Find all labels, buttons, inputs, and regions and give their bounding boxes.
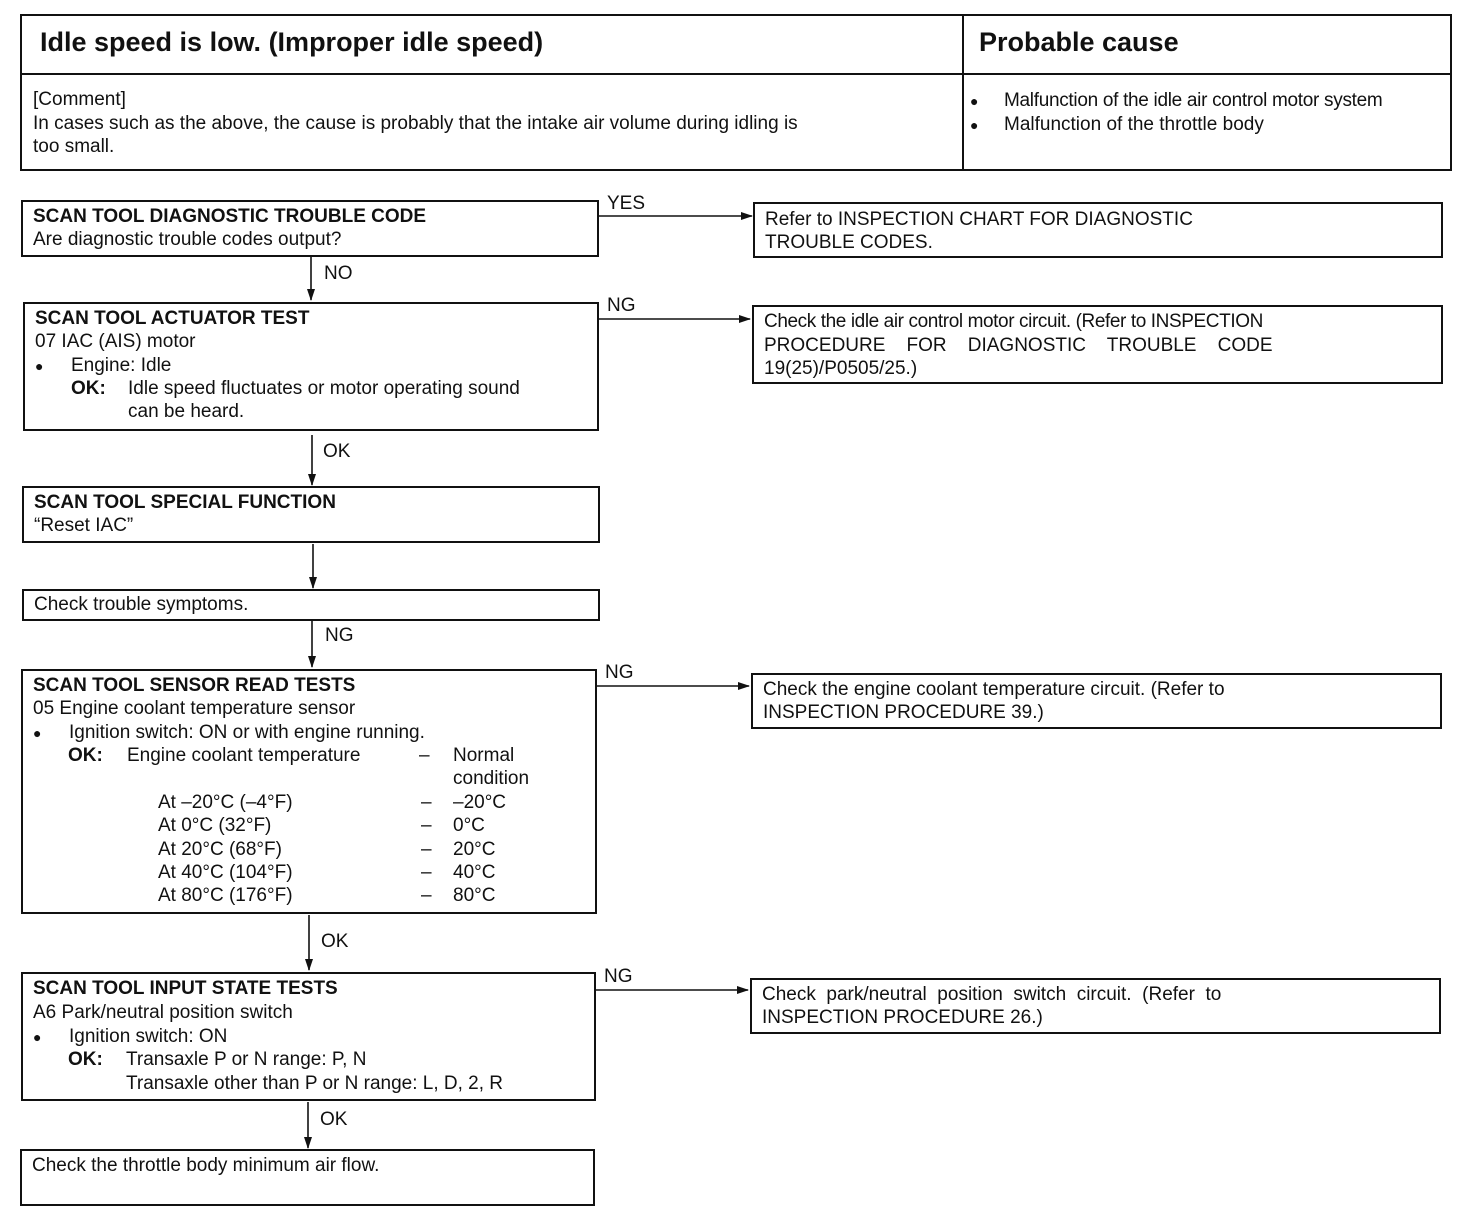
step-actuator-ok-line2: can be heard. bbox=[128, 401, 245, 422]
temp-row-3-val: 20°C bbox=[453, 839, 496, 860]
result-pn-circuit-line1: Check park/neutral position switch circuit. (Refer to bbox=[762, 984, 1222, 1005]
result-dtc-chart-box bbox=[753, 202, 1443, 258]
temp-row-5-at: At 80°C (176°F) bbox=[158, 885, 293, 906]
temp-row-2-dash: – bbox=[421, 815, 432, 836]
temp-row-5-dash: – bbox=[421, 885, 432, 906]
step-sensor-ok-dash: – bbox=[419, 745, 430, 766]
label-ng-symptoms: NG bbox=[325, 625, 354, 646]
comment-line-2: too small. bbox=[33, 136, 115, 157]
cause-item-1-text: Malfunction of the idle air control motor system bbox=[1004, 90, 1383, 111]
step-special-box bbox=[22, 486, 600, 543]
cause-item-2-text: Malfunction of the throttle body bbox=[1004, 114, 1264, 135]
step-actuator-ok-line1: Idle speed fluctuates or motor operating sound bbox=[128, 378, 520, 399]
temp-row-3-dash: – bbox=[421, 839, 432, 860]
step-input-bullet-text: Ignition switch: ON bbox=[69, 1026, 228, 1047]
step-special-title: SCAN TOOL SPECIAL FUNCTION bbox=[34, 492, 336, 513]
step-sensor-ok-label: OK: bbox=[68, 745, 103, 766]
step-input-box bbox=[21, 972, 596, 1101]
step-input-bullet bbox=[33, 1025, 227, 1049]
result-coolant-circuit-line1: Check the engine coolant temperature circuit. (Refer to bbox=[763, 679, 1225, 700]
step-special-line1: “Reset IAC” bbox=[34, 515, 134, 536]
result-iac-circuit-line2: PROCEDURE FOR DIAGNOSTIC TROUBLE CODE bbox=[764, 335, 1273, 356]
label-ng-input: NG bbox=[604, 966, 633, 987]
step-input-title: SCAN TOOL INPUT STATE TESTS bbox=[33, 978, 338, 999]
temp-row-1-dash: – bbox=[421, 792, 432, 813]
result-iac-circuit-line3: 19(25)/P0505/25.) bbox=[764, 358, 918, 379]
label-yes-dtc: YES bbox=[607, 193, 646, 214]
step-sensor-title: SCAN TOOL SENSOR READ TESTS bbox=[33, 675, 356, 696]
step-actuator-ok-label: OK: bbox=[71, 378, 106, 399]
step-sensor-bullet-text: Ignition switch: ON or with engine running. bbox=[69, 722, 425, 743]
step-actuator-title: SCAN TOOL ACTUATOR TEST bbox=[35, 308, 310, 329]
temp-row-1-at: At –20°C (–4°F) bbox=[158, 792, 293, 813]
step-sensor-ok-item: Engine coolant temperature bbox=[127, 745, 361, 766]
probable-cause-heading: Probable cause bbox=[979, 27, 1179, 57]
result-dtc-chart-line1: Refer to INSPECTION CHART FOR DIAGNOSTIC bbox=[765, 209, 1193, 230]
step-sensor-ok-value-line2: condition bbox=[453, 768, 530, 789]
label-ok-sensor: OK bbox=[321, 931, 349, 952]
step-actuator-box bbox=[23, 302, 599, 431]
step-input-ok-line1: Transaxle P or N range: P, N bbox=[126, 1049, 367, 1070]
step-symptoms-box bbox=[22, 589, 600, 621]
label-no-dtc: NO bbox=[324, 263, 353, 284]
temp-row-2-val: 0°C bbox=[453, 815, 485, 836]
label-ok-actuator: OK bbox=[323, 441, 351, 462]
result-iac-circuit-line1: Check the idle air control motor circuit. (Refer to INSPECTION bbox=[764, 311, 1263, 332]
step-dtc-question: Are diagnostic trouble codes output? bbox=[33, 229, 342, 250]
temp-row-2-at: At 0°C (32°F) bbox=[158, 815, 272, 836]
temp-row-5-val: 80°C bbox=[453, 885, 496, 906]
label-ok-input: OK bbox=[320, 1109, 348, 1130]
step-dtc-box bbox=[21, 200, 599, 257]
comment-line-1: In cases such as the above, the cause is probably that the intake air volume during idling is bbox=[33, 113, 798, 134]
comment-label: [Comment] bbox=[33, 89, 126, 110]
temp-row-4-dash: – bbox=[421, 862, 432, 883]
step-dtc-title: SCAN TOOL DIAGNOSTIC TROUBLE CODE bbox=[33, 206, 427, 227]
step-actuator-line1: 07 IAC (AIS) motor bbox=[35, 331, 196, 352]
step-input-ok-label: OK: bbox=[68, 1049, 103, 1070]
step-input-ok-line2: Transaxle other than P or N range: L, D, 2, R bbox=[126, 1073, 504, 1094]
result-coolant-circuit-line2: INSPECTION PROCEDURE 39.) bbox=[763, 702, 1044, 723]
step-sensor-ok-value-line1: Normal bbox=[453, 745, 515, 766]
step-symptoms-text: Check trouble symptoms. bbox=[34, 594, 249, 615]
step-sensor-bullet bbox=[33, 721, 425, 745]
result-iac-circuit-box bbox=[752, 305, 1443, 384]
step-input-line1: A6 Park/neutral position switch bbox=[33, 1002, 293, 1023]
page-title: Idle speed is low. (Improper idle speed) bbox=[40, 27, 544, 57]
temp-row-3-at: At 20°C (68°F) bbox=[158, 839, 282, 860]
step-actuator-bullet-text: Engine: Idle bbox=[71, 355, 172, 376]
temp-row-4-val: 40°C bbox=[453, 862, 496, 883]
step-sensor-line1: 05 Engine coolant temperature sensor bbox=[33, 698, 356, 719]
temp-row-1-val: –20°C bbox=[453, 792, 507, 813]
temp-row-4-at: At 40°C (104°F) bbox=[158, 862, 293, 883]
result-dtc-chart-line2: TROUBLE CODES. bbox=[765, 232, 933, 253]
step-throttle-box bbox=[20, 1149, 595, 1206]
label-ng-actuator: NG bbox=[607, 295, 636, 316]
result-coolant-circuit-box bbox=[751, 673, 1442, 729]
label-ng-sensor: NG bbox=[605, 662, 634, 683]
step-actuator-bullet bbox=[35, 354, 171, 378]
result-pn-circuit-line2: INSPECTION PROCEDURE 26.) bbox=[762, 1007, 1043, 1028]
step-throttle-text: Check the throttle body minimum air flow. bbox=[32, 1155, 380, 1176]
result-pn-circuit-box bbox=[750, 978, 1441, 1034]
step-sensor-box bbox=[21, 669, 597, 914]
